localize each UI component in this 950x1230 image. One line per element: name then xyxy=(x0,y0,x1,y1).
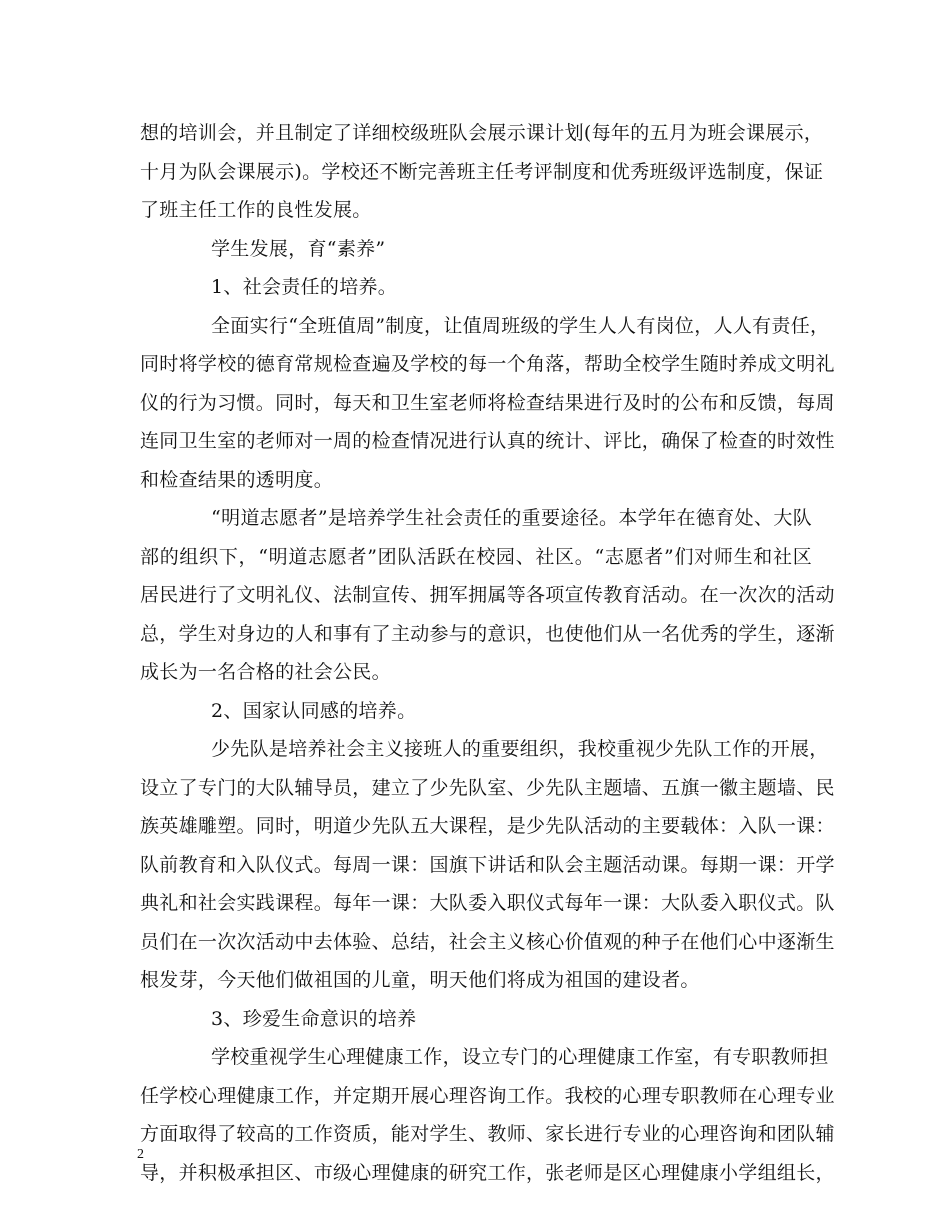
text-line: 仪的行为习惯。同时，每天和卫生室老师将检查结果进行及时的公布和反馈，每周 xyxy=(140,391,835,414)
text-line: 了班主任工作的良性发展。 xyxy=(140,199,372,221)
subsection-heading: 1、社会责任的培养。 xyxy=(211,276,398,298)
text-line: 同时将学校的德育常规检查遍及学校的每一个角落，帮助全校学生随时养成文明礼 xyxy=(140,353,835,375)
page-number: 2 xyxy=(137,1147,144,1162)
text-line: 员们在一次次活动中去体验、总结，社会主义核心价值观的种子在他们心中逐渐生 xyxy=(140,930,835,953)
text-line: 部的组织下，“明道志愿者”团队活跃在校园、社区。“志愿者”们对师生和社区 xyxy=(140,545,812,568)
text-line: 方面取得了较高的工作资质，能对学生、教师、家长进行专业的心理咨询和团队辅 xyxy=(140,1123,835,1145)
text-line: “明道志愿者”是培养学生社会责任的重要途径。本学年在德育处、大队 xyxy=(211,507,812,529)
text-line: 成长为一名合格的社会公民。 xyxy=(140,661,391,683)
text-line: 想的培训会，并且制定了详细校级班队会展示课计划(每年的五月为班会课展示， xyxy=(140,122,824,144)
text-line: 学校重视学生心理健康工作，设立专门的心理健康工作室，有专职教师担 xyxy=(211,1046,829,1068)
section-heading: 学生发展，育“素养” xyxy=(211,237,386,260)
text-line: 典礼和社会实践课程。每年一课：大队委入职仪式每年一课：大队委入职仪式。队 xyxy=(140,892,835,914)
text-line: 十月为队会课展示)。学校还不断完善班主任考评制度和优秀班级评选制度，保证 xyxy=(140,160,824,183)
text-line: 队前教育和入队仪式。每周一课：国旗下讲话和队会主题活动课。每期一课：开学 xyxy=(140,853,835,876)
text-line: 任学校心理健康工作，并定期开展心理咨询工作。我校的心理专职教师在心理专业 xyxy=(140,1084,835,1107)
subsection-heading: 3、珍爱生命意识的培养 xyxy=(211,1007,417,1030)
subsection-heading: 2、国家认同感的培养。 xyxy=(211,699,417,722)
text-line: 居民进行了文明礼仪、法制宣传、拥军拥属等各项宣传教育活动。在一次次的活动 xyxy=(140,584,835,606)
text-line: 全面实行“全班值周”制度，让值周班级的学生人人有岗位，人人有责任， xyxy=(211,314,830,337)
text-line: 连同卫生室的老师对一周的检查情况进行认真的统计、评比，确保了检查的时效性 xyxy=(140,430,835,452)
text-line: 族英雄雕塑。同时，明道少先队五大课程，是少先队活动的主要载体：入队一课： xyxy=(140,815,835,837)
text-line: 设立了专门的大队辅导员，建立了少先队室、少先队主题墙、五旗一徽主题墙、民 xyxy=(140,776,835,799)
text-line: 导，并积极承担区、市级心理健康的研究工作，张老师是区心理健康小学组组长， xyxy=(140,1161,835,1184)
text-line: 和检查结果的透明度。 xyxy=(140,468,334,491)
text-line: 根发芽，今天他们做祖国的儿童，明天他们将成为祖国的建设者。 xyxy=(140,969,700,991)
text-line: 总，学生对身边的人和事有了主动参与的意识，也使他们从一名优秀的学生，逐渐 xyxy=(140,622,835,645)
text-line: 少先队是培养社会主义接班人的重要组织，我校重视少先队工作的开展， xyxy=(211,738,829,760)
body-text xyxy=(140,114,835,1192)
